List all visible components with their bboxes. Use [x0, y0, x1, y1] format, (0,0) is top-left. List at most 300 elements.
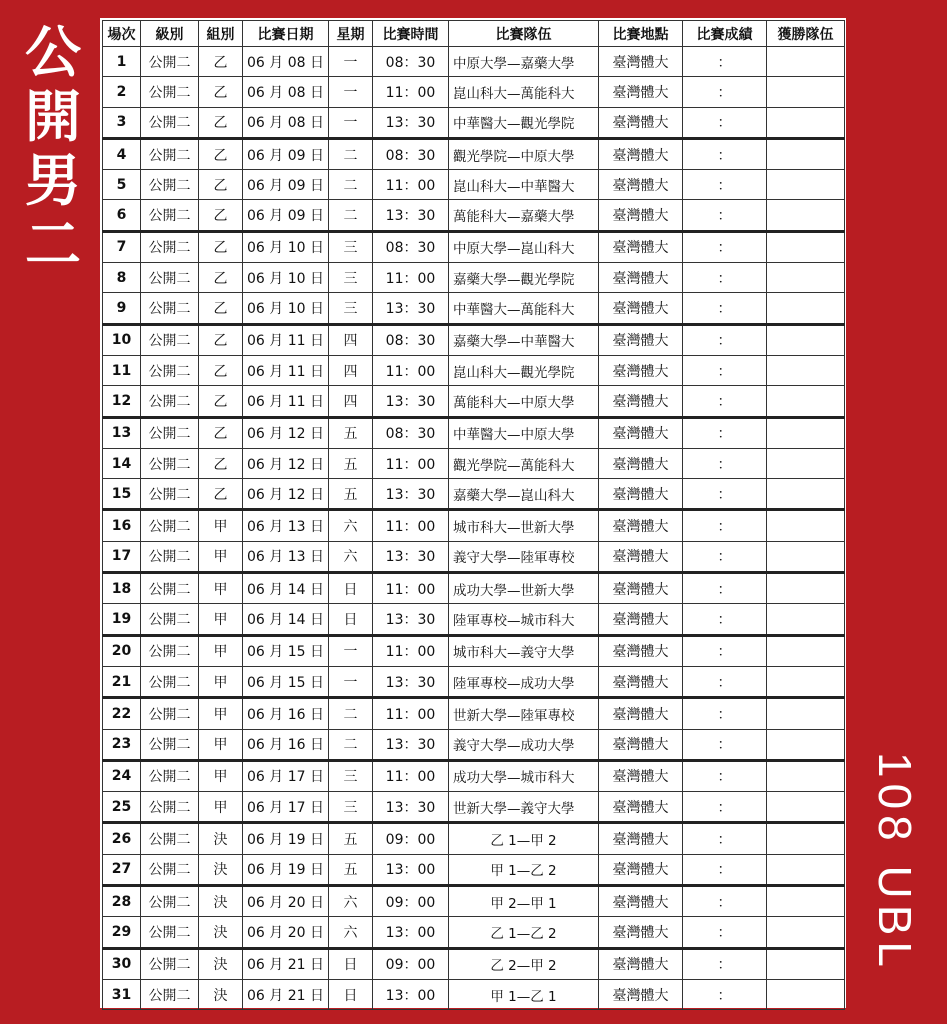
time-cell: 11：00 [373, 573, 449, 604]
score-cell: ： [683, 666, 767, 697]
match-no-cell: 8 [103, 263, 141, 293]
group-cell: 決 [199, 948, 243, 979]
table-row [103, 666, 845, 697]
match-no-cell: 26 [103, 823, 141, 854]
group-cell: 決 [199, 886, 243, 917]
table-row [103, 604, 845, 635]
group-cell: 決 [199, 854, 243, 885]
brand-label: 108 UBL [869, 752, 921, 974]
winner-cell [767, 917, 845, 948]
winner-cell [767, 573, 845, 604]
match-no-cell: 31 [103, 979, 141, 1009]
score-cell: ： [683, 917, 767, 948]
date-cell: 06 月 11 日 [243, 386, 329, 417]
group-cell: 乙 [199, 479, 243, 510]
table-row [103, 200, 845, 231]
date-cell: 06 月 10 日 [243, 263, 329, 293]
score-cell: ： [683, 417, 767, 448]
score-cell: ： [683, 604, 767, 635]
level-cell: 公開二 [141, 263, 199, 293]
date-cell: 06 月 16 日 [243, 729, 329, 760]
time-cell: 08：30 [373, 417, 449, 448]
level-cell: 公開二 [141, 386, 199, 417]
level-cell: 公開二 [141, 448, 199, 478]
teams-cell: 崑山科大—觀光學院 [449, 355, 599, 385]
group-cell: 決 [199, 823, 243, 854]
date-cell: 06 月 21 日 [243, 979, 329, 1009]
teams-cell: 世新大學—義守大學 [449, 792, 599, 823]
level-cell: 公開二 [141, 823, 199, 854]
group-cell: 乙 [199, 293, 243, 324]
level-cell: 公開二 [141, 948, 199, 979]
winner-cell [767, 541, 845, 572]
page-title [18, 22, 88, 278]
date-cell: 06 月 10 日 [243, 231, 329, 262]
venue-cell: 臺灣體大 [599, 479, 683, 510]
group-cell: 甲 [199, 635, 243, 666]
score-cell: ： [683, 107, 767, 138]
table-row [103, 510, 845, 541]
score-cell: ： [683, 979, 767, 1009]
weekday-cell: 三 [329, 263, 373, 293]
score-cell: ： [683, 541, 767, 572]
table-row [103, 417, 845, 448]
group-cell: 乙 [199, 170, 243, 200]
match-no-cell: 27 [103, 854, 141, 885]
time-cell: 13：30 [373, 792, 449, 823]
winner-cell [767, 355, 845, 385]
weekday-cell: 二 [329, 170, 373, 200]
venue-cell: 臺灣體大 [599, 138, 683, 169]
venue-cell: 臺灣體大 [599, 948, 683, 979]
title-char: 男 [25, 149, 81, 214]
teams-cell: 城市科大—世新大學 [449, 510, 599, 541]
weekday-cell: 三 [329, 231, 373, 262]
venue-cell: 臺灣體大 [599, 417, 683, 448]
col-header-date: 比賽日期 [243, 21, 329, 47]
group-cell: 乙 [199, 355, 243, 385]
winner-cell [767, 635, 845, 666]
date-cell: 06 月 14 日 [243, 573, 329, 604]
level-cell: 公開二 [141, 698, 199, 729]
score-cell: ： [683, 200, 767, 231]
level-cell: 公開二 [141, 917, 199, 948]
level-cell: 公開二 [141, 417, 199, 448]
time-cell: 08：30 [373, 324, 449, 355]
teams-cell: 中華醫大—中原大學 [449, 417, 599, 448]
title-char: 公 [25, 21, 81, 86]
table-row [103, 698, 845, 729]
venue-cell: 臺灣體大 [599, 917, 683, 948]
level-cell: 公開二 [141, 886, 199, 917]
match-no-cell: 23 [103, 729, 141, 760]
teams-cell: 嘉藥大學—崑山科大 [449, 479, 599, 510]
table-row [103, 886, 845, 917]
match-no-cell: 29 [103, 917, 141, 948]
score-cell: ： [683, 510, 767, 541]
venue-cell: 臺灣體大 [599, 200, 683, 231]
level-cell: 公開二 [141, 479, 199, 510]
venue-cell: 臺灣體大 [599, 666, 683, 697]
group-cell: 甲 [199, 760, 243, 791]
match-no-cell: 21 [103, 666, 141, 697]
level-cell: 公開二 [141, 604, 199, 635]
teams-cell: 乙 2—甲 2 [449, 948, 599, 979]
date-cell: 06 月 10 日 [243, 293, 329, 324]
level-cell: 公開二 [141, 729, 199, 760]
level-cell: 公開二 [141, 355, 199, 385]
group-cell: 決 [199, 979, 243, 1009]
score-cell: ： [683, 386, 767, 417]
match-no-cell: 25 [103, 792, 141, 823]
group-cell: 甲 [199, 541, 243, 572]
teams-cell: 甲 2—甲 1 [449, 886, 599, 917]
teams-cell: 義守大學—陸軍專校 [449, 541, 599, 572]
score-cell: ： [683, 231, 767, 262]
score-cell: ： [683, 854, 767, 885]
teams-cell: 城市科大—義守大學 [449, 635, 599, 666]
time-cell: 11：00 [373, 355, 449, 385]
date-cell: 06 月 08 日 [243, 77, 329, 107]
winner-cell [767, 979, 845, 1009]
date-cell: 06 月 20 日 [243, 917, 329, 948]
table-row [103, 324, 845, 355]
match-no-cell: 10 [103, 324, 141, 355]
winner-cell [767, 604, 845, 635]
winner-cell [767, 448, 845, 478]
date-cell: 06 月 09 日 [243, 200, 329, 231]
group-cell: 乙 [199, 107, 243, 138]
col-header-venue: 比賽地點 [599, 21, 683, 47]
weekday-cell: 一 [329, 77, 373, 107]
date-cell: 06 月 12 日 [243, 417, 329, 448]
weekday-cell: 五 [329, 479, 373, 510]
teams-cell: 甲 1—乙 2 [449, 854, 599, 885]
col-header-level: 級別 [141, 21, 199, 47]
date-cell: 06 月 17 日 [243, 792, 329, 823]
score-cell: ： [683, 573, 767, 604]
venue-cell: 臺灣體大 [599, 386, 683, 417]
time-cell: 11：00 [373, 170, 449, 200]
winner-cell [767, 293, 845, 324]
level-cell: 公開二 [141, 324, 199, 355]
score-cell: ： [683, 698, 767, 729]
time-cell: 13：00 [373, 854, 449, 885]
match-no-cell: 22 [103, 698, 141, 729]
teams-cell: 乙 1—乙 2 [449, 917, 599, 948]
table-row [103, 635, 845, 666]
weekday-cell: 二 [329, 200, 373, 231]
time-cell: 11：00 [373, 448, 449, 478]
match-no-cell: 16 [103, 510, 141, 541]
match-no-cell: 13 [103, 417, 141, 448]
score-cell: ： [683, 47, 767, 77]
table-row [103, 979, 845, 1009]
match-no-cell: 18 [103, 573, 141, 604]
weekday-cell: 三 [329, 293, 373, 324]
group-cell: 乙 [199, 417, 243, 448]
group-cell: 甲 [199, 573, 243, 604]
col-header-time: 比賽時間 [373, 21, 449, 47]
weekday-cell: 六 [329, 510, 373, 541]
match-no-cell: 1 [103, 47, 141, 77]
weekday-cell: 日 [329, 979, 373, 1009]
weekday-cell: 日 [329, 573, 373, 604]
table-row [103, 823, 845, 854]
table-row [103, 541, 845, 572]
table-row [103, 573, 845, 604]
group-cell: 甲 [199, 792, 243, 823]
level-cell: 公開二 [141, 666, 199, 697]
winner-cell [767, 386, 845, 417]
weekday-cell: 二 [329, 138, 373, 169]
score-cell: ： [683, 886, 767, 917]
table-row [103, 854, 845, 885]
time-cell: 11：00 [373, 698, 449, 729]
winner-cell [767, 263, 845, 293]
weekday-cell: 六 [329, 541, 373, 572]
winner-cell [767, 170, 845, 200]
date-cell: 06 月 09 日 [243, 138, 329, 169]
time-cell: 13：30 [373, 386, 449, 417]
level-cell: 公開二 [141, 107, 199, 138]
winner-cell [767, 948, 845, 979]
date-cell: 06 月 19 日 [243, 823, 329, 854]
group-cell: 乙 [199, 386, 243, 417]
winner-cell [767, 479, 845, 510]
weekday-cell: 三 [329, 792, 373, 823]
match-no-cell: 24 [103, 760, 141, 791]
match-no-cell: 4 [103, 138, 141, 169]
table-row [103, 47, 845, 77]
level-cell: 公開二 [141, 200, 199, 231]
level-cell: 公開二 [141, 979, 199, 1009]
teams-cell: 陸軍專校—城市科大 [449, 604, 599, 635]
time-cell: 13：30 [373, 107, 449, 138]
time-cell: 11：00 [373, 77, 449, 107]
winner-cell [767, 138, 845, 169]
score-cell: ： [683, 448, 767, 478]
time-cell: 11：00 [373, 263, 449, 293]
level-cell: 公開二 [141, 792, 199, 823]
weekday-cell: 二 [329, 698, 373, 729]
weekday-cell: 日 [329, 948, 373, 979]
venue-cell: 臺灣體大 [599, 979, 683, 1009]
schedule-table [102, 20, 845, 1010]
group-cell: 乙 [199, 47, 243, 77]
table-row [103, 107, 845, 138]
venue-cell: 臺灣體大 [599, 792, 683, 823]
teams-cell: 中原大學—嘉藥大學 [449, 47, 599, 77]
level-cell: 公開二 [141, 541, 199, 572]
table-row [103, 170, 845, 200]
table-row [103, 948, 845, 979]
weekday-cell: 五 [329, 823, 373, 854]
score-cell: ： [683, 77, 767, 107]
venue-cell: 臺灣體大 [599, 604, 683, 635]
teams-cell: 觀光學院—中原大學 [449, 138, 599, 169]
weekday-cell: 五 [329, 854, 373, 885]
weekday-cell: 六 [329, 917, 373, 948]
col-header-match-no: 場次 [103, 21, 141, 47]
winner-cell [767, 510, 845, 541]
venue-cell: 臺灣體大 [599, 293, 683, 324]
winner-cell [767, 231, 845, 262]
score-cell: ： [683, 948, 767, 979]
date-cell: 06 月 14 日 [243, 604, 329, 635]
teams-cell: 世新大學—陸軍專校 [449, 698, 599, 729]
col-header-weekday: 星期 [329, 21, 373, 47]
table-row [103, 479, 845, 510]
time-cell: 11：00 [373, 760, 449, 791]
teams-cell: 嘉藥大學—中華醫大 [449, 324, 599, 355]
col-header-teams: 比賽隊伍 [449, 21, 599, 47]
col-header-group: 組別 [199, 21, 243, 47]
table-row [103, 386, 845, 417]
teams-cell: 甲 1—乙 1 [449, 979, 599, 1009]
winner-cell [767, 47, 845, 77]
winner-cell [767, 666, 845, 697]
winner-cell [767, 886, 845, 917]
score-cell: ： [683, 760, 767, 791]
group-cell: 甲 [199, 604, 243, 635]
venue-cell: 臺灣體大 [599, 541, 683, 572]
group-cell: 甲 [199, 729, 243, 760]
date-cell: 06 月 13 日 [243, 541, 329, 572]
winner-cell [767, 417, 845, 448]
date-cell: 06 月 16 日 [243, 698, 329, 729]
score-cell: ： [683, 355, 767, 385]
teams-cell: 中華醫大—觀光學院 [449, 107, 599, 138]
weekday-cell: 四 [329, 386, 373, 417]
table-row [103, 293, 845, 324]
group-cell: 甲 [199, 666, 243, 697]
date-cell: 06 月 11 日 [243, 355, 329, 385]
time-cell: 13：30 [373, 666, 449, 697]
score-cell: ： [683, 138, 767, 169]
venue-cell: 臺灣體大 [599, 854, 683, 885]
venue-cell: 臺灣體大 [599, 324, 683, 355]
venue-cell: 臺灣體大 [599, 698, 683, 729]
teams-cell: 中原大學—崑山科大 [449, 231, 599, 262]
teams-cell: 陸軍專校—成功大學 [449, 666, 599, 697]
weekday-cell: 二 [329, 729, 373, 760]
venue-cell: 臺灣體大 [599, 510, 683, 541]
winner-cell [767, 854, 845, 885]
match-no-cell: 6 [103, 200, 141, 231]
teams-cell: 萬能科大—中原大學 [449, 386, 599, 417]
weekday-cell: 五 [329, 417, 373, 448]
level-cell: 公開二 [141, 138, 199, 169]
level-cell: 公開二 [141, 760, 199, 791]
time-cell: 08：30 [373, 231, 449, 262]
venue-cell: 臺灣體大 [599, 573, 683, 604]
table-row [103, 760, 845, 791]
weekday-cell: 日 [329, 604, 373, 635]
match-no-cell: 14 [103, 448, 141, 478]
match-no-cell: 20 [103, 635, 141, 666]
table-row [103, 917, 845, 948]
time-cell: 09：00 [373, 823, 449, 854]
time-cell: 11：00 [373, 635, 449, 666]
weekday-cell: 四 [329, 355, 373, 385]
teams-cell: 義守大學—成功大學 [449, 729, 599, 760]
title-char: 開 [25, 85, 81, 150]
score-cell: ： [683, 729, 767, 760]
teams-cell: 成功大學—世新大學 [449, 573, 599, 604]
winner-cell [767, 77, 845, 107]
match-no-cell: 12 [103, 386, 141, 417]
weekday-cell: 一 [329, 47, 373, 77]
match-no-cell: 2 [103, 77, 141, 107]
teams-cell: 中華醫大—萬能科大 [449, 293, 599, 324]
match-no-cell: 30 [103, 948, 141, 979]
match-no-cell: 17 [103, 541, 141, 572]
match-no-cell: 7 [103, 231, 141, 262]
level-cell: 公開二 [141, 635, 199, 666]
venue-cell: 臺灣體大 [599, 448, 683, 478]
group-cell: 甲 [199, 698, 243, 729]
level-cell: 公開二 [141, 854, 199, 885]
venue-cell: 臺灣體大 [599, 77, 683, 107]
date-cell: 06 月 12 日 [243, 448, 329, 478]
weekday-cell: 四 [329, 324, 373, 355]
winner-cell [767, 107, 845, 138]
time-cell: 13：30 [373, 541, 449, 572]
venue-cell: 臺灣體大 [599, 47, 683, 77]
group-cell: 乙 [199, 138, 243, 169]
group-cell: 乙 [199, 263, 243, 293]
match-no-cell: 15 [103, 479, 141, 510]
score-cell: ： [683, 792, 767, 823]
venue-cell: 臺灣體大 [599, 760, 683, 791]
level-cell: 公開二 [141, 510, 199, 541]
date-cell: 06 月 08 日 [243, 47, 329, 77]
date-cell: 06 月 09 日 [243, 170, 329, 200]
winner-cell [767, 698, 845, 729]
date-cell: 06 月 17 日 [243, 760, 329, 791]
match-no-cell: 9 [103, 293, 141, 324]
title-char: 二 [25, 213, 81, 278]
group-cell: 乙 [199, 77, 243, 107]
teams-cell: 萬能科大—嘉藥大學 [449, 200, 599, 231]
group-cell: 乙 [199, 200, 243, 231]
header-row [103, 21, 845, 47]
score-cell: ： [683, 293, 767, 324]
table-row [103, 77, 845, 107]
time-cell: 13：30 [373, 729, 449, 760]
date-cell: 06 月 21 日 [243, 948, 329, 979]
date-cell: 06 月 15 日 [243, 666, 329, 697]
score-cell: ： [683, 324, 767, 355]
table-row [103, 231, 845, 262]
level-cell: 公開二 [141, 231, 199, 262]
venue-cell: 臺灣體大 [599, 170, 683, 200]
group-cell: 決 [199, 917, 243, 948]
score-cell: ： [683, 263, 767, 293]
level-cell: 公開二 [141, 573, 199, 604]
weekday-cell: 六 [329, 886, 373, 917]
date-cell: 06 月 11 日 [243, 324, 329, 355]
level-cell: 公開二 [141, 47, 199, 77]
winner-cell [767, 823, 845, 854]
venue-cell: 臺灣體大 [599, 107, 683, 138]
venue-cell: 臺灣體大 [599, 886, 683, 917]
match-no-cell: 3 [103, 107, 141, 138]
weekday-cell: 三 [329, 760, 373, 791]
match-no-cell: 28 [103, 886, 141, 917]
table-row [103, 355, 845, 385]
